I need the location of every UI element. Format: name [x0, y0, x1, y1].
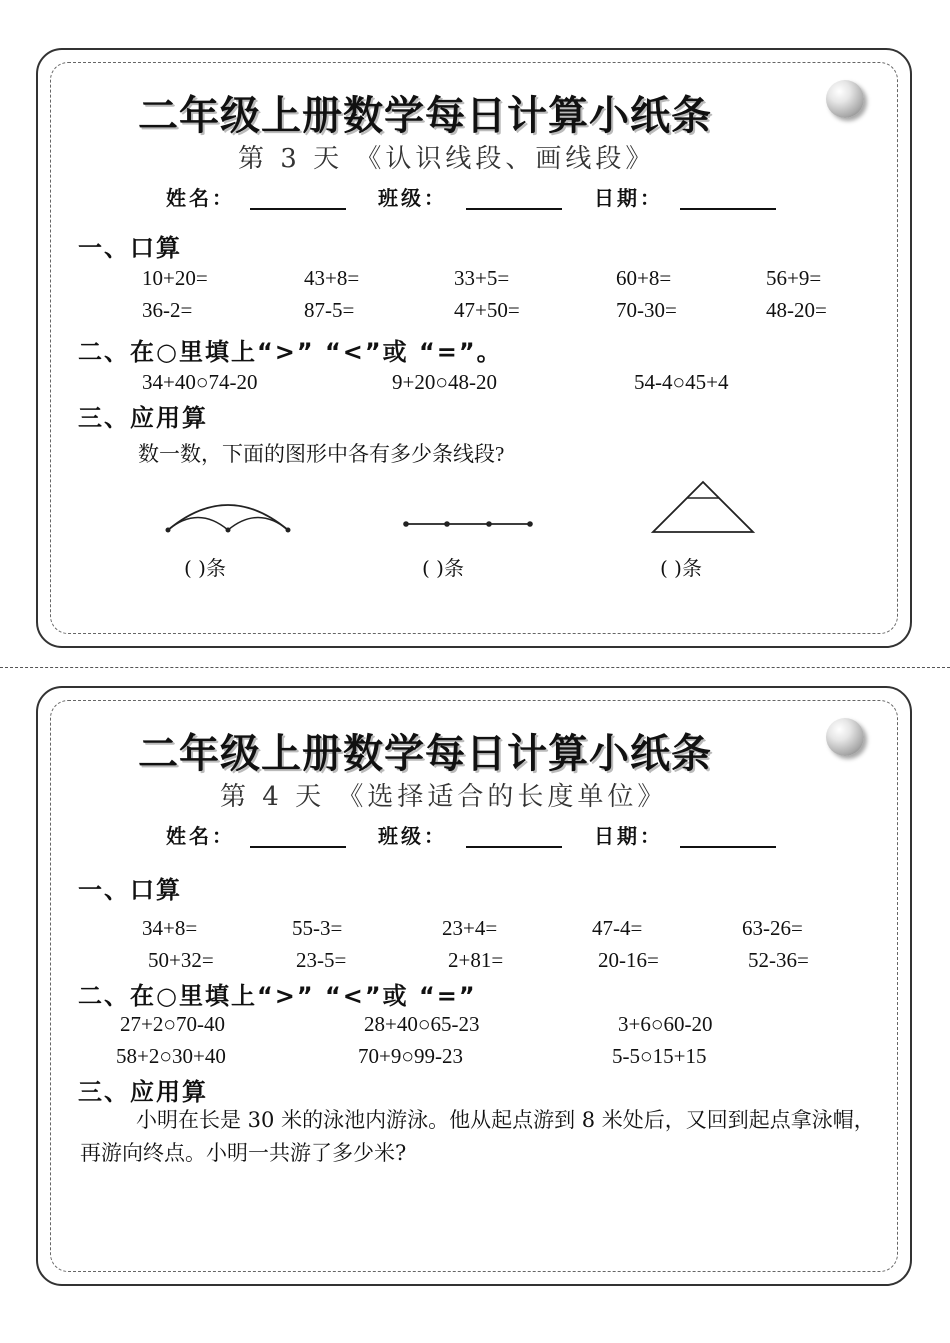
lesson-subtitle: 第 4 天 《选择适合的长度单位》: [220, 782, 668, 812]
compare-problem: 70+9○99-23: [358, 1044, 464, 1068]
date-blank[interactable]: [680, 208, 776, 210]
mental-problem: 43+8=: [304, 266, 360, 290]
section2-title: 二、在○里填上“>” “<”或 “=”: [78, 982, 477, 1010]
ball-decoration-icon: [826, 80, 864, 118]
compare-problem: 5-5○15+15: [612, 1044, 707, 1068]
section2-title: 二、在○里填上“>” “<”或 “=”。: [78, 338, 503, 366]
compare-problem: 54-4○45+4: [634, 370, 729, 394]
worksheet-title: 二年级上册数学每日计算小纸条: [138, 731, 712, 777]
section3-title: 三、应用算: [78, 404, 208, 432]
mental-problem: 48-20=: [766, 298, 827, 322]
class-blank[interactable]: [466, 208, 562, 210]
name-label: 姓名：: [166, 186, 235, 210]
mental-problem: 36-2=: [142, 298, 193, 322]
mental-problem: 33+5=: [454, 266, 510, 290]
segment-figure: [398, 514, 538, 534]
mental-problem: 20-16=: [598, 948, 659, 972]
worksheet-title: 二年级上册数学每日计算小纸条: [138, 93, 712, 139]
answer-blank[interactable]: ( )条: [422, 556, 464, 580]
mental-problem: 52-36=: [748, 948, 809, 972]
answer-blank[interactable]: ( )条: [660, 556, 702, 580]
worksheet-card-day4: [36, 686, 912, 1286]
mental-problem: 50+32=: [148, 948, 214, 972]
mental-problem: 47-4=: [592, 916, 643, 940]
mental-problem: 47+50=: [454, 298, 520, 322]
compare-problem: 27+2○70-40: [120, 1012, 226, 1036]
mental-problem: 63-26=: [742, 916, 803, 940]
answer-blank[interactable]: ( )条: [184, 556, 226, 580]
section1-title: 一、口算: [78, 234, 182, 262]
name-blank[interactable]: [250, 846, 346, 848]
mental-problem: 87-5=: [304, 298, 355, 322]
word-problem: 小明在长是 30 米的泳池内游泳。他从起点游到 8 米处后，又回到起点拿泳帽，再游向终点。小明一共游了多少米?: [80, 1108, 875, 1165]
mental-problem: 23-5=: [296, 948, 347, 972]
cut-line-divider: [0, 667, 950, 668]
date-blank[interactable]: [680, 846, 776, 848]
mental-problem: 56+9=: [766, 266, 822, 290]
class-label: 班级：: [378, 186, 447, 210]
section3-title: 三、应用算: [78, 1078, 208, 1106]
section1-title: 一、口算: [78, 876, 182, 904]
triangle-figure: [648, 478, 758, 538]
name-blank[interactable]: [250, 208, 346, 210]
mental-problem: 34+8=: [142, 916, 198, 940]
date-label: 日期：: [594, 186, 663, 210]
compare-problem: 28+40○65-23: [364, 1012, 480, 1036]
arc-figure: [158, 490, 308, 540]
compare-problem: 58+2○30+40: [116, 1044, 226, 1068]
date-label: 日期：: [594, 824, 663, 848]
compare-problem: 34+40○74-20: [142, 370, 258, 394]
compare-problem: 3+6○60-20: [618, 1012, 713, 1036]
mental-problem: 2+81=: [448, 948, 504, 972]
name-label: 姓名：: [166, 824, 235, 848]
ball-decoration-icon: [826, 718, 864, 756]
mental-problem: 55-3=: [292, 916, 343, 940]
mental-problem: 23+4=: [442, 916, 498, 940]
compare-problem: 9+20○48-20: [392, 370, 498, 394]
mental-problem: 70-30=: [616, 298, 677, 322]
mental-problem: 10+20=: [142, 266, 208, 290]
lesson-subtitle: 第 3 天 《认识线段、画线段》: [238, 144, 656, 174]
mental-problem: 60+8=: [616, 266, 672, 290]
worksheet-card-day3: [36, 48, 912, 648]
class-blank[interactable]: [466, 846, 562, 848]
class-label: 班级：: [378, 824, 447, 848]
word-question: 数一数，下面的图形中各有多少条线段?: [138, 442, 505, 466]
